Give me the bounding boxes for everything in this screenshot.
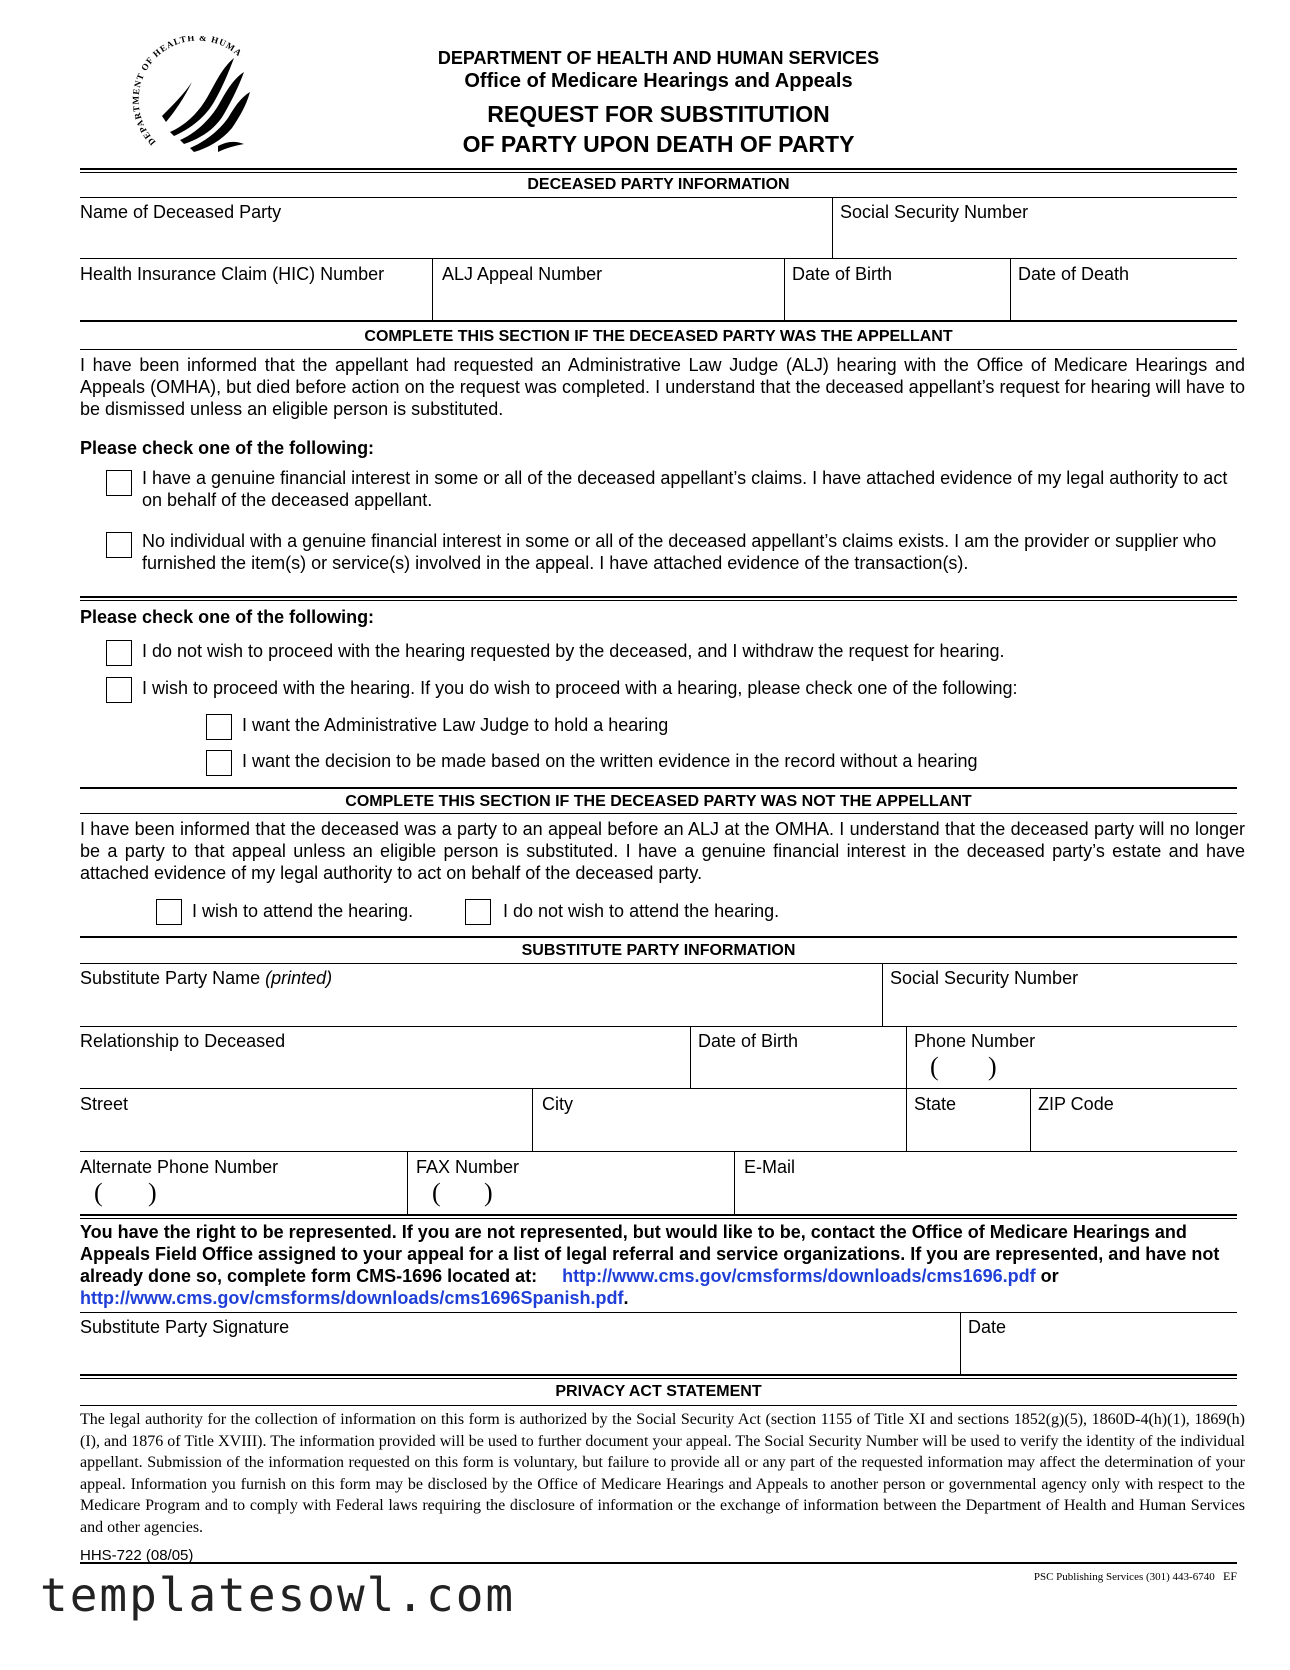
written-evidence-checkbox[interactable] xyxy=(206,750,232,776)
state-field[interactable]: State xyxy=(914,1094,957,1114)
not-attend-hearing-checkbox[interactable] xyxy=(465,899,491,925)
alternate-phone-field[interactable]: Alternate Phone Number xyxy=(80,1157,279,1177)
substitute-name-field[interactable] xyxy=(80,968,332,989)
representation-notice xyxy=(80,1221,1245,1309)
street-field[interactable]: Street xyxy=(80,1094,129,1114)
substitute-ssn-field[interactable]: Social Security Number xyxy=(890,968,1079,988)
deceased-ssn-field[interactable]: Social Security Number xyxy=(840,202,1029,222)
alj-hold-hearing-label: I want the Administrative Law Judge to hold a hearing xyxy=(242,715,669,735)
deceased-section-heading: DECEASED PARTY INFORMATION xyxy=(527,176,790,193)
proceed-hearing-label: I wish to proceed with the hearing. If you do wish to proceed with a hearing, please check one of the following: xyxy=(142,678,1018,698)
substitute-name-printed-note: (printed) xyxy=(265,968,333,988)
non-appellant-intro-text: I have been informed that the deceased was a party to an appeal before an ALJ at the OMHA. I understand that the deceased party will no longer be a party to that appeal unless an eligible person is substituted. I have a genuine financial interest in the deceased party’s estate and have attached evidence of my legal authority to act on behalf of the deceased party. xyxy=(80,819,1245,883)
publisher-note xyxy=(950,1569,1237,1584)
fax-number-field[interactable]: FAX Number xyxy=(416,1157,520,1177)
withdraw-request-checkbox[interactable] xyxy=(106,640,132,666)
substitute-name-label: Substitute Party Name xyxy=(80,968,261,988)
substitute-section-heading: SUBSTITUTE PARTY INFORMATION xyxy=(521,942,796,959)
department-title: DEPARTMENT OF HEALTH AND HUMAN SERVICES xyxy=(437,48,880,68)
substitute-dob-field[interactable]: Date of Birth xyxy=(698,1031,799,1051)
signature-date-field[interactable]: Date xyxy=(968,1317,1007,1337)
representation-period: . xyxy=(623,1288,629,1308)
privacy-heading: PRIVACY ACT STATEMENT xyxy=(555,1383,762,1400)
form-title-line2: OF PARTY UPON DEATH OF PARTY xyxy=(462,131,855,157)
form-id: HHS-722 (08/05) xyxy=(80,1547,194,1564)
alj-hold-hearing-checkbox[interactable] xyxy=(206,714,232,740)
signature-field[interactable]: Substitute Party Signature xyxy=(80,1317,290,1337)
hic-number-field[interactable]: Health Insurance Claim (HIC) Number xyxy=(80,264,385,284)
representation-text: You have the right to be represented. If you are not represented, but would like to be, contact the Office of Medicare Hearings and Appeals Field Office assigned to your appeal for a list of legal referral and service organizations. If you are represented, and have not already done so, complete form CMS-1696 located at: xyxy=(80,1222,1220,1286)
phone-number-field[interactable]: Phone Number xyxy=(914,1031,1036,1051)
zip-code-field[interactable]: ZIP Code xyxy=(1038,1094,1114,1114)
privacy-text: The legal authority for the collection of information on this form is authorized by the Social Security Act (section 1155 of Title XI and sections 1852(g)(5), 1860D-4(h)(1), 1869(h)(I), and 1876 of Title XVIII). The information provided will be used to further document your appeal. The Social Security Number will be used to verify the identity of the individual appellant. Submission of the information requested on this form is voluntary, but failure to provide all or any part of the requested information may affect the determination of your appeal. Information you furnish on this form may be disclosed by the Office of Medicare Hearings and Appeals to another person or governmental agency only with respect to the Medicare Program and to comply with Federal laws requiring the disclosure of information or the exchange of information between the Department of Health and Human Services and other agencies. xyxy=(80,1411,1245,1536)
not-attend-hearing-label: I do not wish to attend the hearing. xyxy=(503,901,780,921)
cms1696-spanish-link[interactable]: http://www.cms.gov/cmsforms/downloads/cms1696Spanish.pdf xyxy=(80,1288,624,1308)
deceased-name-field[interactable]: Name of Deceased Party xyxy=(80,202,282,222)
appellant-intro-text: I have been informed that the appellant had requested an Administrative Law Judge (ALJ) hearing with the Office of Medicare Hearings and Appeals (OMHA), but died before action on the request was completed. I understand that the deceased appellant’s request for hearing will have to be dismissed unless an eligible person is substituted. xyxy=(80,355,1245,419)
attend-hearing-label: I wish to attend the hearing. xyxy=(192,901,414,921)
check-prompt-2: Please check one of the following: xyxy=(80,607,375,627)
financial-interest-checkbox[interactable] xyxy=(106,470,132,496)
phone-area-code-open: ( xyxy=(930,1052,939,1081)
check-prompt-1: Please check one of the following: xyxy=(80,438,375,458)
alt-phone-area-code-open: ( xyxy=(94,1178,103,1207)
provider-supplier-checkbox[interactable] xyxy=(106,532,132,558)
deceased-dob-field[interactable]: Date of Birth xyxy=(792,264,893,284)
phone-area-code-close: ) xyxy=(988,1052,997,1081)
alt-phone-area-code-close: ) xyxy=(148,1178,157,1207)
attend-hearing-checkbox[interactable] xyxy=(156,899,182,925)
alj-appeal-number-field[interactable]: ALJ Appeal Number xyxy=(442,264,603,284)
form-title-line1: REQUEST FOR SUBSTITUTION xyxy=(487,101,830,127)
relationship-field[interactable]: Relationship to Deceased xyxy=(80,1031,286,1051)
withdraw-request-label: I do not wish to proceed with the hearing requested by the deceased, and I withdraw the request for hearing. xyxy=(142,641,1005,661)
publisher-text: PSC Publishing Services (301) 443-6740 xyxy=(1033,1571,1215,1583)
non-appellant-section-heading: COMPLETE THIS SECTION IF THE DECEASED PARTY WAS NOT THE APPELLANT xyxy=(345,793,972,810)
email-field[interactable]: E-Mail xyxy=(744,1157,796,1177)
proceed-hearing-checkbox[interactable] xyxy=(106,677,132,703)
city-field[interactable]: City xyxy=(542,1094,573,1114)
seal-text: DEPARTMENT OF HEALTH & HUMA xyxy=(130,36,245,148)
appellant-section-heading: COMPLETE THIS SECTION IF THE DECEASED PARTY WAS THE APPELLANT xyxy=(364,328,953,345)
fax-area-code-close: ) xyxy=(484,1178,493,1207)
representation-or: or xyxy=(1040,1266,1059,1286)
cms1696-link[interactable]: http://www.cms.gov/cmsforms/downloads/cms1696.pdf xyxy=(562,1266,1036,1286)
fax-area-code-open: ( xyxy=(432,1178,441,1207)
written-evidence-label: I want the decision to be made based on the written evidence in the record without a hearing xyxy=(242,751,978,771)
templatesowl-watermark: templatesowl.com xyxy=(40,1568,516,1622)
header-divider xyxy=(80,168,1237,173)
financial-interest-label: I have a genuine financial interest in some or all of the deceased appellant’s claims. I have attached evidence of my legal authority to act on behalf of the deceased appellant. xyxy=(142,468,1228,510)
provider-supplier-label: No individual with a genuine financial interest in some or all of the deceased appellant’s claims exists. I am the provider or supplier who furnished the item(s) or service(s) involved in the appeal. I have attached evidence of the transaction(s). xyxy=(142,531,1217,573)
office-title: Office of Medicare Hearings and Appeals xyxy=(464,70,853,92)
publisher-ef: EF xyxy=(1222,1569,1237,1583)
deceased-dod-field[interactable]: Date of Death xyxy=(1018,264,1130,284)
